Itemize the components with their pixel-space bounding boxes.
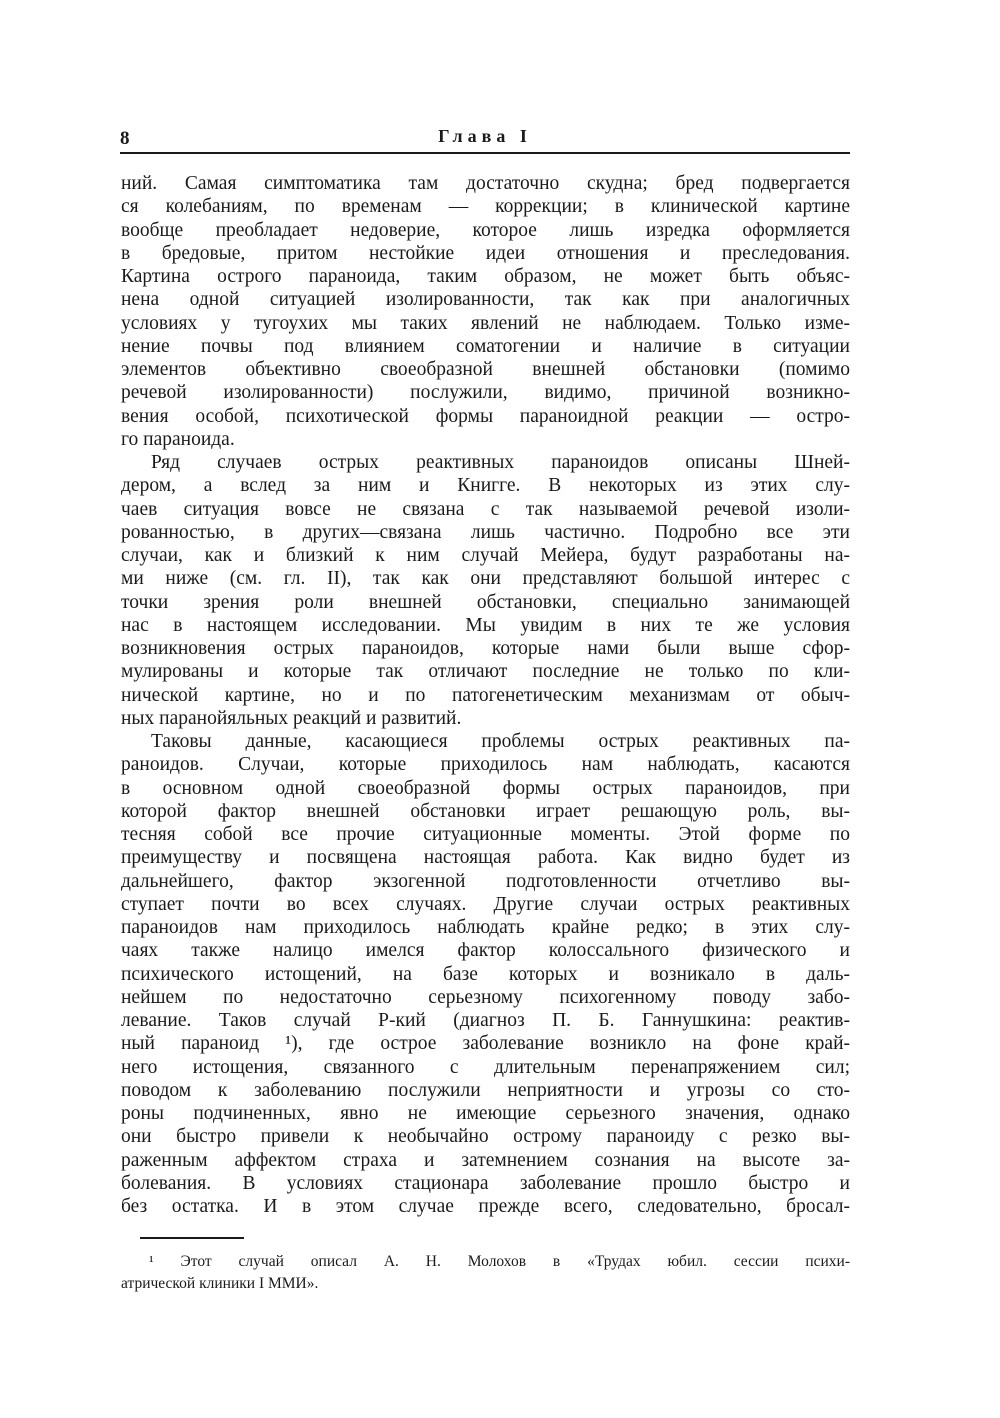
text-line: нение почвы под влиянием соматогении и наличие в ситуации [121, 335, 850, 357]
text-line: преимуществу и посвящена настоящая работа. Как видно будет из [121, 847, 850, 869]
text-line: болевания. В условиях стационара заболевание прошло быстро и [121, 1172, 850, 1194]
text-line: нена одной ситуацией изолированности, так как при аналогичных [121, 289, 850, 311]
text-line: дальнейшего, фактор экзогенной подготовленности отчетливо вы- [121, 870, 850, 892]
text-line: ми ниже (см. гл. II), так как они представляют большой интерес с [121, 568, 850, 590]
text-line: ный параноид ¹), где острое заболевание возникло на фоне край- [121, 1033, 850, 1055]
text-line: ся колебаниям, по временам — коррекции; в клинической картине [121, 196, 850, 218]
text-line: поводом к заболеванию послужили неприятности и угрозы со сто- [121, 1079, 850, 1101]
text-line: нейшем по недостаточно серьезному психогенному поводу забо- [121, 986, 850, 1008]
footnote-divider [140, 1237, 244, 1239]
text-line: го параноида. [121, 428, 235, 450]
text-line: ступает почти во всех случаях. Другие случаи острых реактивных [121, 893, 850, 915]
page-header [120, 122, 850, 154]
text-line: чаях также налицо имелся фактор колоссального физического и [121, 940, 850, 962]
text-line: вения особой, психотической формы параноидной реакции — остро- [121, 405, 850, 427]
page-number: 8 [120, 128, 130, 149]
text-line: нас в настоящем исследовании. Мы увидим в них те же условия [121, 614, 850, 636]
text-line: тесняя собой все прочие ситуационные моменты. Этой форме по [121, 824, 850, 845]
text-line: раноидов. Случаи, которые приходилось нам наблюдать, касаются [121, 754, 850, 776]
footnote-line: атрической клиники I ММИ». [121, 1275, 319, 1292]
text-line: левание. Таков случай Р-кий (диагноз П. Б. Ганнушкина: реактив- [121, 1010, 850, 1031]
text-line: нической картине, но и по патогенетическим механизмам от обыч- [121, 684, 850, 706]
text-line: Картина острого параноида, таким образом, не может быть объяс- [121, 266, 850, 287]
text-line: вообще преобладает недоверие, которое лишь изредка оформляется [121, 219, 850, 241]
text-line: рованностью, в других—связана лишь частично. Подробно все эти [121, 521, 850, 543]
text-line: точки зрения роли внешней обстановки, специально занимающей [121, 591, 850, 613]
footnote [121, 1251, 850, 1295]
text-line: в основном одной своеобразной формы острых параноидов, при [121, 777, 850, 799]
text-line: случаи, как и близкий к ним случай Мейера, будут разработаны на- [121, 545, 850, 566]
text-line: они быстро привели к необычайно острому параноиду с резко вы- [121, 1126, 850, 1148]
text-line: ний. Самая симптоматика там достаточно скудна; бред подвергается [121, 173, 850, 194]
text-line: которой фактор внешней обстановки играет решающую роль, вы- [121, 800, 850, 822]
text-line: психического истощений, на базе которых и возникало в даль- [121, 963, 850, 985]
text-line: мулированы и которые так отличают последние не только по кли- [121, 661, 850, 683]
text-line: дером, а вслед за ним и Книгге. В некоторых из этих слу- [121, 475, 850, 497]
text-line: без остатка. И в этом случае прежде всего, следовательно, бросал- [121, 1196, 850, 1217]
text-line: роны подчиненных, явно не имеющие серьезного значения, однако [121, 1103, 850, 1124]
text-line: элементов объективно своеобразной внешней обстановки (помимо [121, 359, 850, 380]
text-line: в бредовые, притом нестойкие идеи отношения и преследования. [121, 242, 850, 264]
running-title: Глава I [438, 126, 532, 146]
text-line: него истощения, связанного с длительным перенапряжением сил; [121, 1056, 850, 1078]
text-line: возникновения острых параноидов, которые нами были выше сфор- [121, 638, 850, 659]
text-line: условиях у тугоухих мы таких явлений не наблюдаем. Только изме- [121, 312, 850, 334]
text-line: Таковы данные, касающиеся проблемы острых реактивных па- [151, 731, 850, 752]
text-line: Ряд случаев острых реактивных параноидов описаны Шней- [151, 452, 850, 473]
footnote-line: ¹ Этот случай описал А. Н. Молохов в «Трудах юбил. сессии психи- [149, 1253, 850, 1270]
text-line: параноидов нам приходилось наблюдать крайне редко; в этих слу- [121, 917, 850, 938]
text-line: чаев ситуация вовсе не связана с так называемой речевой изоли- [121, 498, 850, 520]
text-line: раженным аффектом страха и затемнением сознания на высоте за- [121, 1149, 850, 1171]
body-text [121, 172, 850, 1218]
text-line: речевой изолированности) послужили, видимо, причиной возникно- [121, 382, 850, 404]
text-line: ных паранойяльных реакций и развитий. [121, 707, 462, 729]
